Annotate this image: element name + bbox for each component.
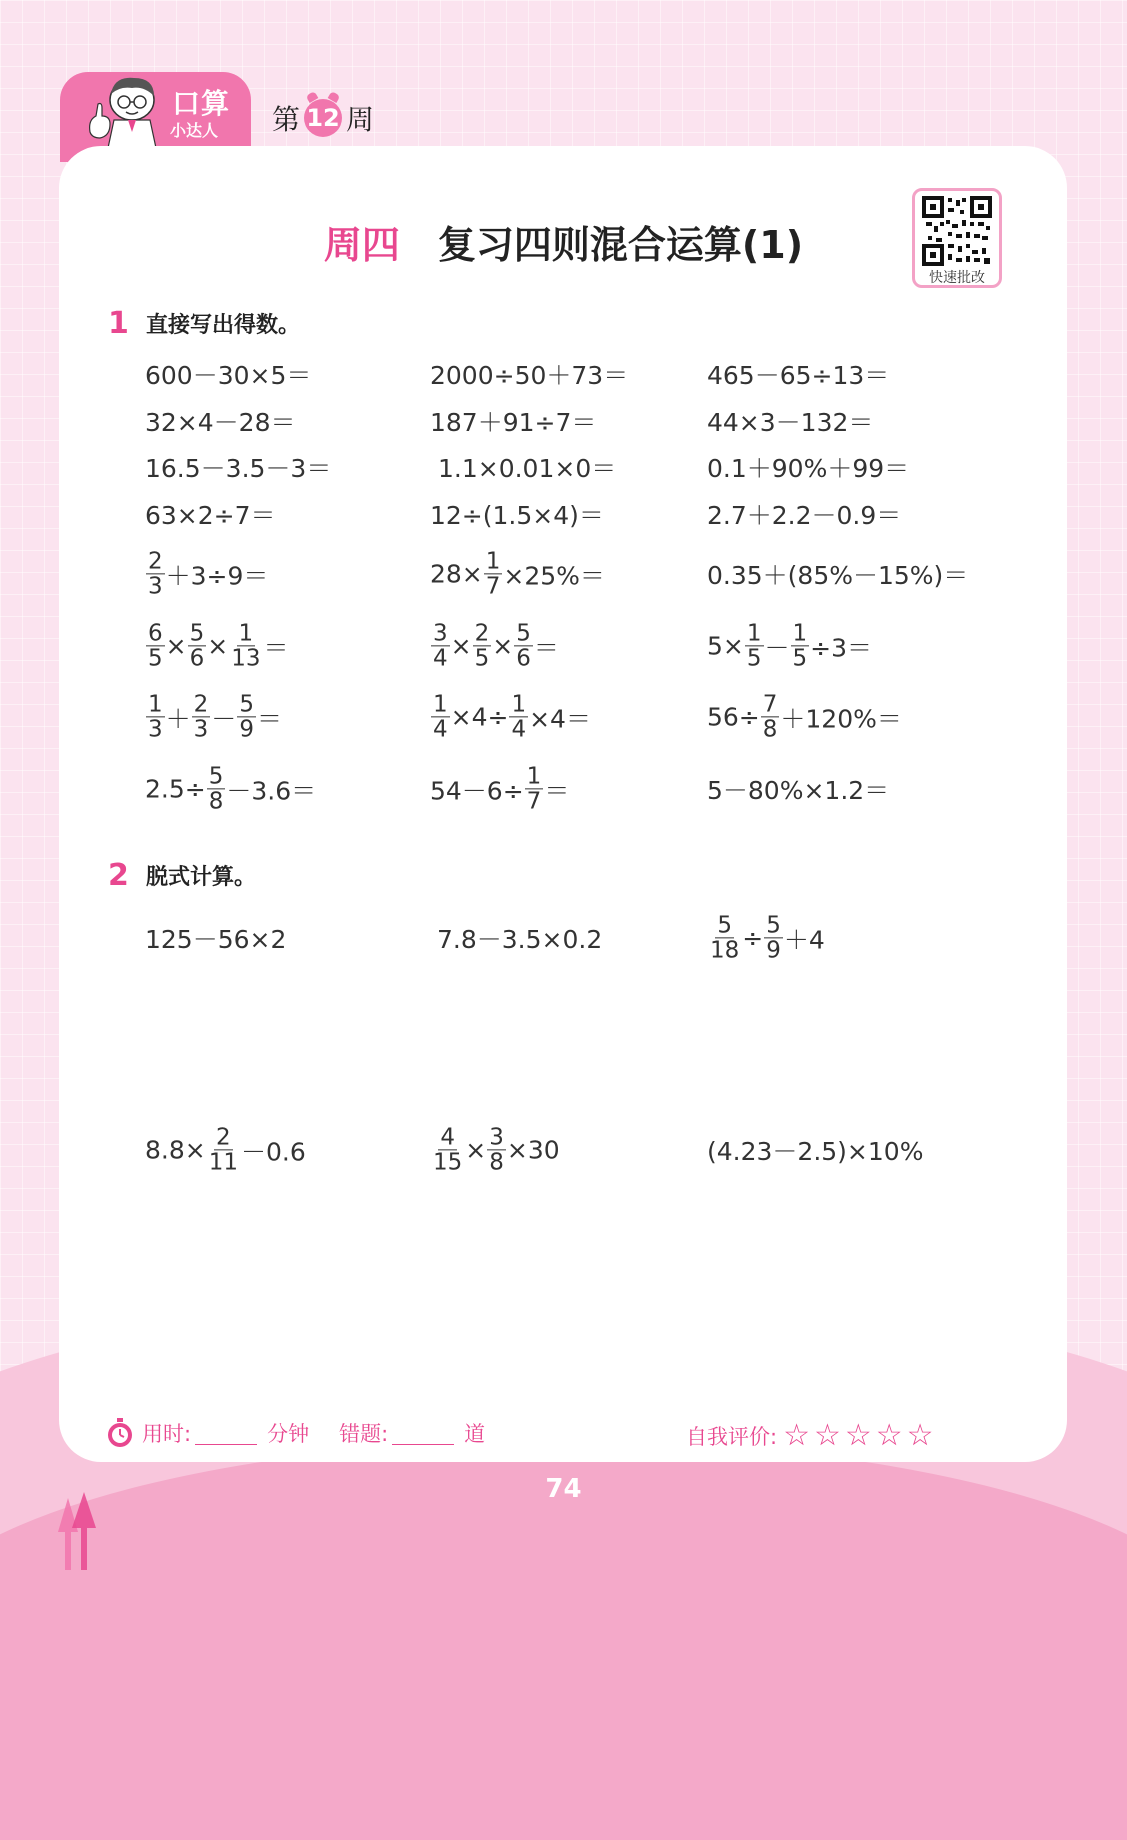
week-number-badge: 12 [304, 99, 342, 137]
numerator: 3 [489, 1124, 504, 1151]
expr-text: ＋4 [783, 925, 825, 954]
problem [145, 621, 288, 670]
numerator: 5 [516, 620, 531, 647]
expr-text: ×25%＝ [503, 561, 605, 590]
expr-text: －0.6 [241, 1137, 306, 1166]
fraction [431, 621, 450, 670]
fraction [146, 692, 165, 741]
denominator: 3 [193, 716, 209, 743]
expr-text: ÷3＝ [810, 633, 873, 662]
time-label: 用时: [142, 1422, 192, 1446]
numerator: 1 [433, 691, 448, 718]
problem: 1.1×0.01×0＝ [438, 454, 617, 483]
denominator: 7 [526, 788, 542, 815]
numerator: 7 [762, 691, 778, 718]
mascot-boy-icon [84, 74, 164, 148]
problem [145, 920, 286, 956]
problem: 2.7＋2.2－0.9＝ [707, 501, 902, 530]
time-blank[interactable] [195, 1422, 257, 1445]
denominator: 7 [485, 573, 501, 600]
expr-text: 2.5÷ [145, 774, 206, 804]
errors-label: 错题: [339, 1422, 389, 1446]
section-2-header [108, 858, 256, 893]
expr-text: ×4＝ [529, 704, 591, 733]
problem [707, 621, 872, 670]
problem: 187＋91÷7＝ [430, 408, 597, 437]
problem: 465－65÷13＝ [707, 361, 890, 390]
problem [707, 692, 902, 741]
fraction [192, 692, 211, 741]
numerator: 5 [717, 912, 732, 939]
problem [430, 1125, 560, 1174]
numerator: 2 [193, 691, 209, 718]
fraction [188, 621, 207, 670]
problem: 16.5－3.5－3＝ [145, 454, 332, 483]
expr-text: 56÷ [707, 702, 760, 732]
expr-text: ×30 [506, 1135, 560, 1165]
denominator: 13 [231, 645, 261, 672]
expr-text: ＝ [544, 776, 570, 805]
stopwatch-icon [106, 1418, 134, 1448]
problem: 32×4－28＝ [145, 408, 296, 437]
rating-stars[interactable]: ☆☆☆☆☆ [783, 1418, 938, 1453]
numerator: 2 [148, 548, 163, 575]
problem: 12÷(1.5×4)＝ [430, 501, 604, 530]
expr-text: 8.8× [145, 1135, 206, 1165]
expr-text: － [211, 704, 237, 733]
qr-code-box[interactable] [912, 188, 1002, 288]
qr-code-icon [922, 196, 992, 266]
page-number: 74 [545, 1474, 582, 1504]
expr-text: × [450, 631, 472, 661]
numerator: 1 [511, 691, 527, 718]
tab-subtitle: 小达人 [170, 121, 219, 140]
title-text: 复习四则混合运算(1) [437, 223, 804, 267]
fraction [146, 621, 165, 670]
problem [430, 764, 569, 813]
numerator: 5 [766, 912, 781, 939]
numerator: 4 [440, 1124, 455, 1151]
numerator: 5 [189, 620, 205, 647]
expr-text: × [165, 631, 187, 661]
numerator: 6 [148, 620, 163, 647]
problem [145, 1125, 306, 1174]
fraction [229, 621, 262, 670]
denominator: 9 [239, 716, 254, 743]
week-prefix: 第 [272, 103, 301, 136]
errors-blank[interactable] [392, 1422, 454, 1445]
numerator: 1 [746, 620, 762, 647]
denominator: 11 [208, 1149, 238, 1176]
denominator: 8 [489, 1149, 504, 1176]
tab-title: 口算 [172, 87, 231, 120]
denominator: 15 [433, 1149, 463, 1176]
fraction [761, 692, 780, 741]
fraction [487, 1125, 506, 1174]
fraction [708, 913, 741, 962]
fraction [745, 621, 764, 670]
problem [437, 920, 602, 956]
problem: 44×3－132＝ [707, 408, 874, 437]
numerator: 1 [485, 548, 501, 575]
expr-text: ＝ [533, 633, 559, 662]
expr-text: (4.23－2.5)×10% [707, 1137, 924, 1166]
expr-text: ÷ [742, 923, 764, 953]
problem [707, 771, 889, 807]
denominator: 18 [710, 937, 740, 964]
problem [145, 692, 282, 741]
expr-text: × [207, 631, 229, 661]
denominator: 6 [189, 645, 205, 672]
expr-text: 7.8－3.5×0.2 [437, 925, 603, 954]
expr-text: 5－80%×1.2＝ [707, 776, 890, 805]
self-eval-label: 自我评价: [686, 1424, 778, 1449]
denominator: 9 [766, 937, 781, 964]
section-2-instruction: 脱式计算。 [146, 865, 257, 890]
numerator: 3 [433, 620, 448, 647]
fraction [237, 692, 256, 741]
expr-text: 54－6÷ [430, 776, 524, 805]
week-suffix: 周 [346, 103, 375, 136]
denominator: 5 [746, 645, 762, 672]
fraction [525, 764, 544, 813]
denominator: 3 [148, 716, 163, 743]
section-1-number: 1 [108, 306, 129, 341]
footer-self-eval [686, 1418, 938, 1453]
expr-text: － [764, 633, 790, 662]
problem [145, 764, 316, 813]
numerator: 1 [526, 763, 542, 790]
denominator: 4 [511, 716, 527, 743]
problem: 2000÷50＋73＝ [430, 361, 629, 390]
title-day: 周四 [323, 223, 400, 267]
arrow-decoration-icon [54, 1492, 98, 1570]
qr-label: 快速批改 [929, 270, 985, 286]
denominator: 4 [433, 716, 448, 743]
numerator: 5 [239, 691, 254, 718]
expr-text: ＝ [263, 633, 289, 662]
problem: 63×2÷7＝ [145, 501, 276, 530]
numerator: 1 [238, 620, 254, 647]
expr-text: 0.35＋(85%－15%)＝ [707, 561, 969, 590]
problem [145, 549, 268, 598]
footer-time [106, 1418, 485, 1448]
expr-text: ＋ [165, 704, 191, 733]
expr-text: 5× [707, 631, 744, 661]
fraction [473, 621, 492, 670]
problem: 0.1＋90%＋99＝ [707, 454, 910, 483]
problem [430, 621, 559, 670]
denominator: 5 [148, 645, 163, 672]
errors-unit: 道 [464, 1422, 486, 1446]
problem [430, 692, 591, 741]
numerator: 2 [474, 620, 490, 647]
fraction [431, 1125, 464, 1174]
numerator: 1 [148, 691, 163, 718]
fraction [509, 692, 528, 741]
expr-text: －3.6＝ [226, 776, 317, 805]
expr-text: 28× [430, 559, 483, 589]
problem [707, 556, 968, 592]
expr-text: ＝ [256, 704, 282, 733]
expr-text: × [465, 1135, 487, 1165]
denominator: 8 [762, 716, 778, 743]
expr-text: ×4÷ [450, 702, 509, 732]
denominator: 4 [433, 645, 448, 672]
section-1-instruction: 直接写出得数。 [146, 313, 301, 338]
problem [430, 549, 605, 598]
fraction [514, 621, 533, 670]
expr-text: × [492, 631, 514, 661]
numerator: 5 [208, 763, 224, 790]
fraction [764, 913, 783, 962]
denominator: 5 [792, 645, 808, 672]
expr-text: ＋3÷9＝ [165, 561, 269, 590]
fraction [484, 549, 503, 598]
fraction [146, 549, 165, 598]
problem: 600－30×5＝ [145, 361, 312, 390]
expr-text: ＋120%＝ [780, 704, 902, 733]
denominator: 6 [516, 645, 531, 672]
section-1-header [108, 306, 300, 341]
week-indicator [272, 98, 374, 138]
denominator: 3 [148, 573, 163, 600]
fraction [207, 764, 226, 813]
fraction [207, 1125, 240, 1174]
numerator: 2 [216, 1124, 231, 1151]
expr-text: 125－56×2 [145, 925, 287, 954]
problem [707, 1132, 923, 1168]
denominator: 8 [208, 788, 224, 815]
fraction [791, 621, 810, 670]
time-unit: 分钟 [267, 1422, 310, 1446]
problem [707, 913, 825, 962]
fraction [431, 692, 450, 741]
section-2-number: 2 [108, 858, 129, 893]
numerator: 1 [792, 620, 808, 647]
denominator: 5 [474, 645, 490, 672]
